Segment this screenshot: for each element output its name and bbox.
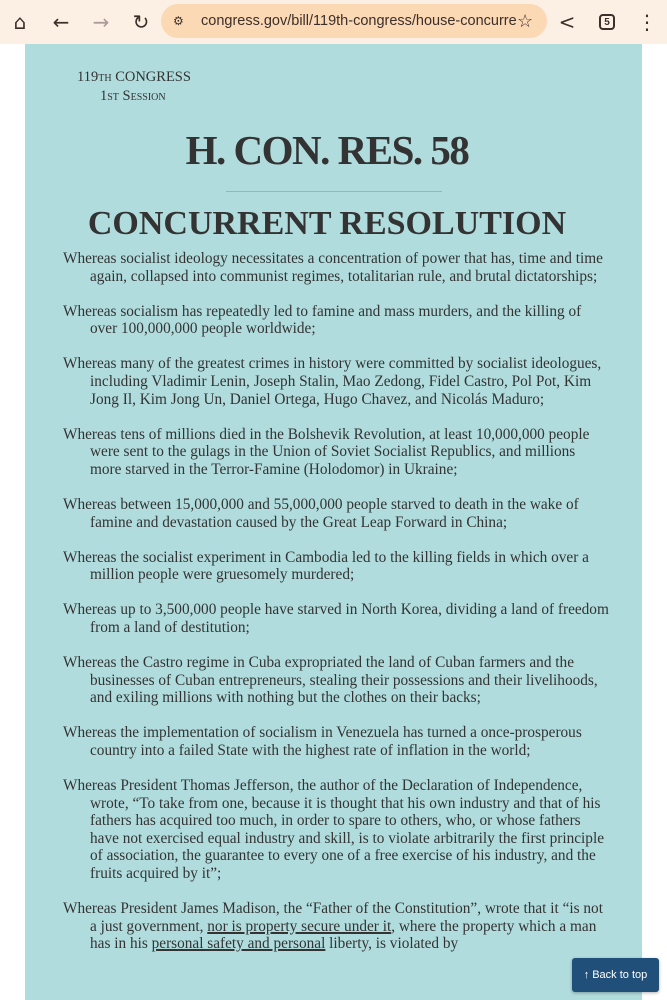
whereas-clause: Whereas President James Madison, the “Father of the Constitution”, wrote that it “is not a just government, nor is property secure under it, where the property which a man has in his personal safety and personal liberty, is violated by	[63, 900, 603, 953]
whereas-clause: Whereas the Castro regime in Cuba expropriated the land of Cuban farmers and the businesses of Cuban entrepreneurs, stealing their possessions and their livelihoods, and exiling millions with nothing but the clothes on their backs;	[63, 654, 598, 707]
whereas-clause: Whereas tens of millions died in the Bolshevik Revolution, at least 10,000,000 people were sent to the gulags in the Union of Soviet Socialist Republics, and millions more starved in the Terror-Famine (Holodomor) in Ukraine;	[63, 425, 590, 478]
tab-switcher-button[interactable]	[592, 0, 622, 44]
forward-icon[interactable]: →	[92, 10, 110, 34]
bill-title: H. CON. RES. 58	[185, 127, 469, 173]
bill-text-panel	[25, 44, 642, 1000]
congress-label: 119TH CONGRESS	[77, 69, 191, 85]
whereas-clause: Whereas many of the greatest crimes in history were committed by socialist ideologues, including Vladimir Lenin, Joseph Stalin, Mao Zedong, Fidel Castro, Pol Pot, Kim Jong Il, Kim Jong Un, Daniel Ortega, Hugo Chavez, and Nicolás Maduro;	[63, 355, 602, 408]
browser-toolbar	[0, 0, 667, 44]
back-icon[interactable]: ←	[52, 10, 70, 34]
site-settings-icon[interactable]: ⚙	[173, 14, 184, 28]
back-to-top-button[interactable]: ↑ Back to top	[572, 958, 659, 992]
home-icon[interactable]: ⌂	[13, 10, 27, 34]
whereas-clause: Whereas up to 3,500,000 people have starved in North Korea, dividing a land of freedom from a land of destitution;	[63, 601, 609, 636]
tab-count: 5	[599, 14, 615, 30]
whereas-clause: Whereas socialism has repeatedly led to famine and mass murders, and the killing of over 100,000,000 people worldwide;	[63, 302, 582, 338]
resolution-heading: CONCURRENT RESOLUTION	[87, 205, 567, 242]
whereas-clause: Whereas the socialist experiment in Cambodia led to the killing fields in which over a million people were gruesomely murdered;	[63, 548, 589, 584]
whereas-clause: Whereas between 15,000,000 and 55,000,000 people starved to death in the wake of famine and devastation caused by the Great Leap Forward in China;	[63, 495, 579, 531]
bookmark-star-icon[interactable]: ☆	[517, 10, 534, 31]
whereas-clause: Whereas socialist ideology necessitates a concentration of power that has, time and time again, collapsed into communist regimes, totalitarian rule, and brutal dictatorships;	[63, 250, 603, 285]
reload-icon[interactable]: ↻	[132, 10, 150, 34]
divider	[226, 191, 442, 192]
resolution-body	[63, 250, 609, 970]
share-icon[interactable]: <	[558, 10, 576, 34]
address-bar[interactable]	[161, 4, 547, 38]
url-text: congress.gov/bill/119th-congress/house-concurre	[201, 13, 517, 29]
whereas-clause: Whereas President Thomas Jefferson, the author of the Declaration of Independence, wrote, “To take from one, because it is thought that his own industry and that of his fathers has acquired too much, in order to spare to others, who, or whose fathers have not exercised equal industry and skill, is to violate arbitrarily the first principle of association, the guarantee to every one of a free exercise of his industry, and the fruits acquired by it”;	[63, 776, 604, 882]
arrow-up-icon: ↑	[583, 969, 590, 981]
session-label: 1ST SESSION	[100, 88, 166, 104]
whereas-clause: Whereas the implementation of socialism in Venezuela has turned a once-prosperous country into a failed State with the highest rate of inflation in the world;	[63, 724, 582, 759]
menu-icon[interactable]: ⋮	[637, 10, 657, 34]
